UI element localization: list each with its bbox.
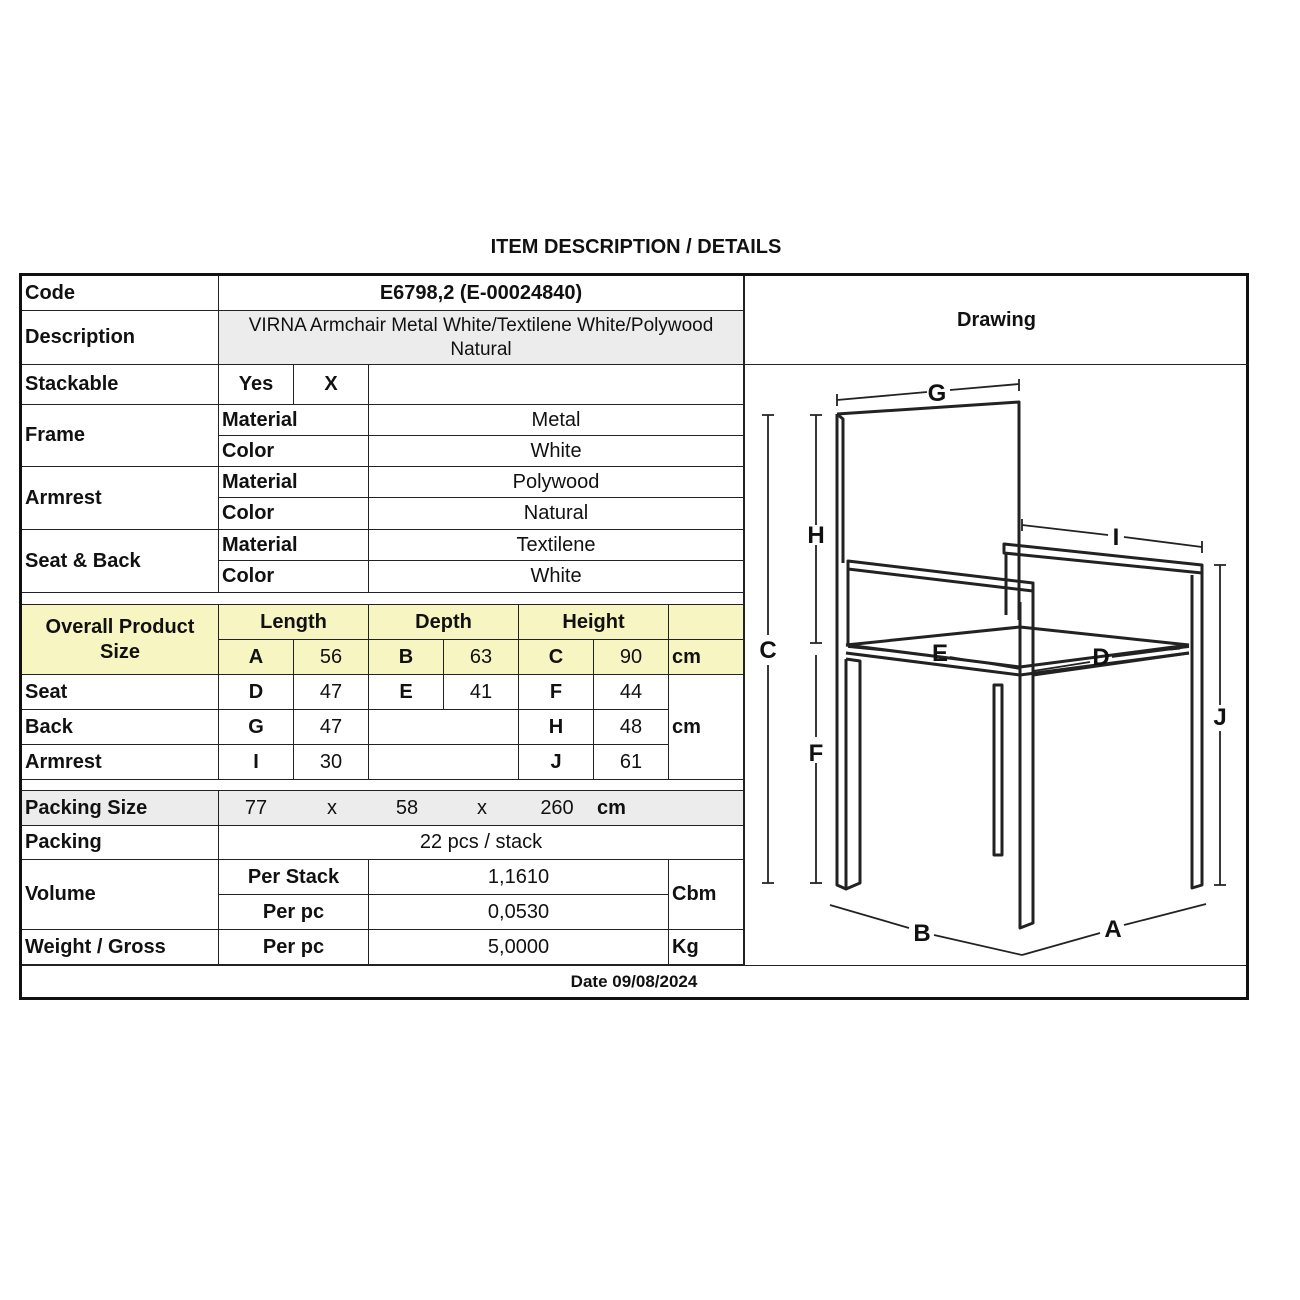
volume-label: Volume [22,860,219,930]
dim-d-value: 47 [294,675,369,710]
drawing-label-c: C [759,637,777,664]
volume-per-pc: 0,0530 [369,895,669,930]
packing-size-unit: cm [597,796,626,819]
right-arm [1004,544,1202,573]
dim-b-value: 63 [444,640,519,675]
dim-h-letter: H [519,710,594,745]
dim-i-letter: I [219,745,294,780]
frame-label: Frame [22,405,219,467]
weight-value: 5,0000 [369,930,669,965]
seat-dims-label: Seat [22,675,219,710]
rear-left-leg [846,659,860,889]
back-blank [369,710,519,745]
dim-line-d [1033,647,1189,671]
code-label: Code [22,276,219,311]
seat-back-color: White [369,561,744,593]
drawing-label-i: I [1112,524,1120,551]
description-value: VIRNA Armchair Metal White/Textilene White/Polywood Natural [219,311,744,365]
weight-per-pc-label: Per pc [219,930,369,965]
spec-sheet [19,273,1249,1000]
armrest-color-label: Color [219,498,369,530]
dim-g-value: 47 [294,710,369,745]
stackable-mark: X [294,365,369,405]
seat-back-material: Textilene [369,530,744,561]
frame-material-label: Material [219,405,369,436]
dim-e-letter: E [369,675,444,710]
spacer-row-2 [22,780,744,791]
dim-a-value: 56 [294,640,369,675]
dim-f-value: 44 [594,675,669,710]
drawing-label-f: F [808,740,824,767]
weight-unit: Kg [669,930,744,965]
seat-back-label: Seat & Back [22,530,219,593]
drawing-label-d: D [1092,644,1110,671]
dim-f-letter: F [519,675,594,710]
height-header: Height [519,605,669,640]
drawing-title: Drawing [744,276,1249,365]
dim-j-letter: J [519,745,594,780]
front-right-leg [1192,573,1202,888]
middle-leg [994,685,1002,855]
armrest-material-label: Material [219,467,369,498]
packing-height: 260 [540,796,574,819]
dim-h-value: 48 [594,710,669,745]
frame-color-label: Color [219,436,369,467]
dim-j-value: 61 [594,745,669,780]
drawing-label-e: E [931,640,949,667]
seat-front-rail [846,645,1189,667]
dim-c-letter: C [519,640,594,675]
back-dims-label: Back [22,710,219,745]
packing-x1: x [327,796,337,819]
overall-unit: cm [669,640,744,675]
chair-drawing-svg [744,365,1249,962]
chair-drawing [744,365,1249,962]
drawing-label-g: G [927,380,947,407]
length-header: Length [219,605,369,640]
drawing-label-h: H [807,522,825,549]
dim-c-value: 90 [594,640,669,675]
packing-length: 77 [244,796,268,819]
dim-a-letter: A [219,640,294,675]
stackable-yes: Yes [219,365,294,405]
seat-back-rail [846,627,1189,645]
stackable-label: Stackable [22,365,219,405]
footer-date: Date 09/08/2024 [570,971,698,991]
volume-unit: Cbm [669,860,744,930]
volume-per-stack: 1,1610 [369,860,669,895]
description-label: Description [22,311,219,365]
packing-label: Packing [22,826,219,860]
packing-width: 58 [395,796,419,819]
armrest-color: Natural [369,498,744,530]
drawing-label-j: J [1213,704,1227,731]
dim-d-letter: D [219,675,294,710]
page-title: ITEM DESCRIPTION / DETAILS [490,236,782,258]
depth-header: Depth [369,605,519,640]
dim-b-letter: B [369,640,444,675]
dim-g-letter: G [219,710,294,745]
dim-i-value: 30 [294,745,369,780]
packing-value: 22 pcs / stack [219,826,744,860]
packing-size-label: Packing Size [22,791,219,826]
seat-back-color-label: Color [219,561,369,593]
weight-label: Weight / Gross [22,930,219,965]
front-left-leg [1020,591,1033,928]
volume-per-stack-label: Per Stack [219,860,369,895]
overall-header-blank [669,605,744,640]
drawing-label-b: B [913,920,931,947]
armrest-label: Armrest [22,467,219,530]
armrest-dims-label: Armrest [22,745,219,780]
spacer-row [22,593,744,605]
code-value: E6798,2 (E-00024840) [219,276,744,311]
packing-x2: x [477,796,487,819]
packing-size-row [219,791,744,826]
stackable-blank [369,365,744,405]
seat-back-material-label: Material [219,530,369,561]
frame-color: White [369,436,744,467]
backrest-frame [837,402,1019,889]
armrest-blank [369,745,519,780]
dim-e-value: 41 [444,675,519,710]
frame-material: Metal [369,405,744,436]
overall-size-label: Overall Product Size [22,605,219,675]
dims-unit: cm [669,675,744,780]
drawing-label-a: A [1104,916,1122,943]
armrest-material: Polywood [369,467,744,498]
volume-per-pc-label: Per pc [219,895,369,930]
